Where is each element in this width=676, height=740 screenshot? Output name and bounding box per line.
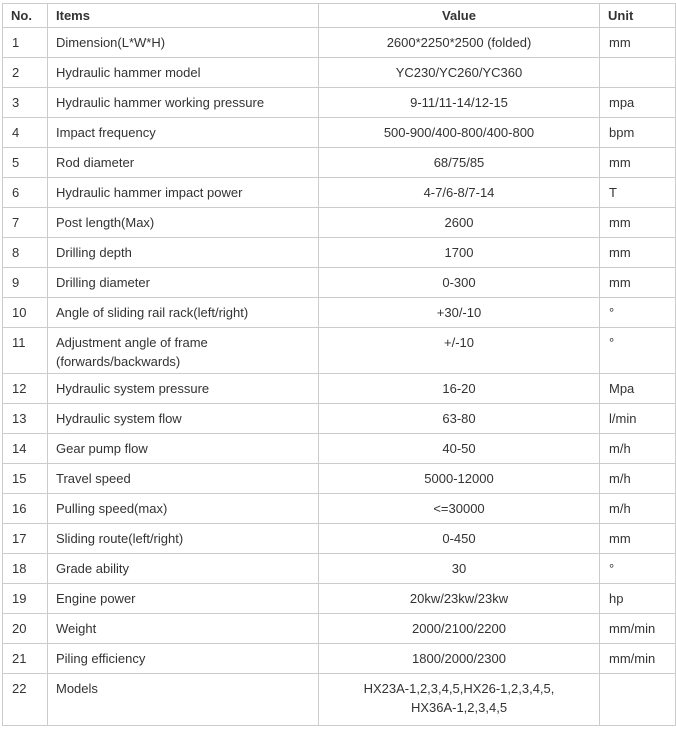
row-value: 9-11/11-14/12-15 [319, 88, 600, 118]
row-value-line: HX36A-1,2,3,4,5 [410, 700, 508, 715]
row-unit: mm/min [600, 644, 676, 674]
row-unit: mm [600, 238, 676, 268]
row-unit: m/h [600, 464, 676, 494]
row-value [319, 674, 600, 726]
row-value: 2600 [319, 208, 600, 238]
row-item [48, 328, 319, 374]
row-value: 1700 [319, 238, 600, 268]
header-unit: Unit [600, 4, 676, 28]
table-row [3, 118, 676, 148]
row-unit: T [600, 178, 676, 208]
table-row [3, 404, 676, 434]
table-row [3, 434, 676, 464]
table-row [3, 554, 676, 584]
table-row [3, 584, 676, 614]
row-no: 15 [3, 464, 48, 494]
row-no: 13 [3, 404, 48, 434]
row-value: 68/75/85 [319, 148, 600, 178]
table-row [3, 524, 676, 554]
row-value: 0-450 [319, 524, 600, 554]
row-unit: mm [600, 28, 676, 58]
row-no: 22 [3, 674, 48, 726]
row-value: +/-10 [319, 328, 600, 374]
row-item: Sliding route(left/right) [48, 524, 319, 554]
row-value: 16-20 [319, 374, 600, 404]
row-item: Hydraulic hammer model [48, 58, 319, 88]
table-row [3, 644, 676, 674]
table-row [3, 178, 676, 208]
row-item: Drilling diameter [48, 268, 319, 298]
row-value-line: HX23A-1,2,3,4,5,HX26-1,2,3,4,5, [363, 681, 555, 696]
row-no: 14 [3, 434, 48, 464]
row-no: 11 [3, 328, 48, 374]
row-unit: mm/min [600, 614, 676, 644]
row-no: 8 [3, 238, 48, 268]
row-unit: hp [600, 584, 676, 614]
row-item: Grade ability [48, 554, 319, 584]
row-no: 19 [3, 584, 48, 614]
table-row [3, 374, 676, 404]
table-row [3, 614, 676, 644]
row-unit [600, 58, 676, 88]
row-no: 9 [3, 268, 48, 298]
row-item: Impact frequency [48, 118, 319, 148]
table-row [3, 494, 676, 524]
row-no: 20 [3, 614, 48, 644]
row-item: Gear pump flow [48, 434, 319, 464]
row-value: YC230/YC260/YC360 [319, 58, 600, 88]
row-unit: mm [600, 208, 676, 238]
header-items: Items [48, 4, 319, 28]
row-no: 5 [3, 148, 48, 178]
row-no: 21 [3, 644, 48, 674]
row-unit: ° [600, 328, 676, 374]
row-no: 16 [3, 494, 48, 524]
row-item: Piling efficiency [48, 644, 319, 674]
row-value: 30 [319, 554, 600, 584]
row-unit: bpm [600, 118, 676, 148]
table-row [3, 268, 676, 298]
row-item: Dimension(L*W*H) [48, 28, 319, 58]
row-unit: mm [600, 268, 676, 298]
row-unit: mm [600, 148, 676, 178]
row-value: 2600*2250*2500 (folded) [319, 28, 600, 58]
row-value: 0-300 [319, 268, 600, 298]
row-no: 6 [3, 178, 48, 208]
row-no: 4 [3, 118, 48, 148]
table-row [3, 28, 676, 58]
row-no: 17 [3, 524, 48, 554]
row-item: Weight [48, 614, 319, 644]
row-unit: ° [600, 554, 676, 584]
row-item: Rod diameter [48, 148, 319, 178]
row-no: 12 [3, 374, 48, 404]
row-unit: m/h [600, 434, 676, 464]
row-value: 2000/2100/2200 [319, 614, 600, 644]
row-value: 5000-12000 [319, 464, 600, 494]
table-row [3, 58, 676, 88]
table-row [3, 464, 676, 494]
row-value: 63-80 [319, 404, 600, 434]
row-value: 1800/2000/2300 [319, 644, 600, 674]
row-value: 500-900/400-800/400-800 [319, 118, 600, 148]
header-value: Value [319, 4, 600, 28]
table-row [3, 328, 676, 374]
row-item-line: Adjustment angle of frame [56, 335, 208, 350]
header-row [3, 4, 676, 28]
header-no: No. [3, 4, 48, 28]
row-no: 18 [3, 554, 48, 584]
table-row [3, 674, 676, 726]
row-item: Travel speed [48, 464, 319, 494]
row-value: <=30000 [319, 494, 600, 524]
row-unit: m/h [600, 494, 676, 524]
row-item: Hydraulic system flow [48, 404, 319, 434]
row-item: Hydraulic system pressure [48, 374, 319, 404]
table-row [3, 298, 676, 328]
row-item: Hydraulic hammer impact power [48, 178, 319, 208]
row-unit: l/min [600, 404, 676, 434]
row-unit: mm [600, 524, 676, 554]
row-unit: Mpa [600, 374, 676, 404]
row-value: +30/-10 [319, 298, 600, 328]
row-no: 3 [3, 88, 48, 118]
row-no: 10 [3, 298, 48, 328]
row-unit: mpa [600, 88, 676, 118]
spec-table [2, 3, 676, 726]
row-item: Pulling speed(max) [48, 494, 319, 524]
row-no: 2 [3, 58, 48, 88]
row-item: Post length(Max) [48, 208, 319, 238]
row-value: 4-7/6-8/7-14 [319, 178, 600, 208]
table-row [3, 238, 676, 268]
row-value: 20kw/23kw/23kw [319, 584, 600, 614]
row-item: Engine power [48, 584, 319, 614]
row-item: Models [48, 674, 319, 726]
row-item: Angle of sliding rail rack(left/right) [48, 298, 319, 328]
row-value: 40-50 [319, 434, 600, 464]
row-unit [600, 674, 676, 726]
row-item: Hydraulic hammer working pressure [48, 88, 319, 118]
table-row [3, 148, 676, 178]
table-row [3, 208, 676, 238]
row-item-line: (forwards/backwards) [56, 354, 181, 369]
row-item: Drilling depth [48, 238, 319, 268]
row-no: 1 [3, 28, 48, 58]
row-unit: ° [600, 298, 676, 328]
table-row [3, 88, 676, 118]
row-no: 7 [3, 208, 48, 238]
